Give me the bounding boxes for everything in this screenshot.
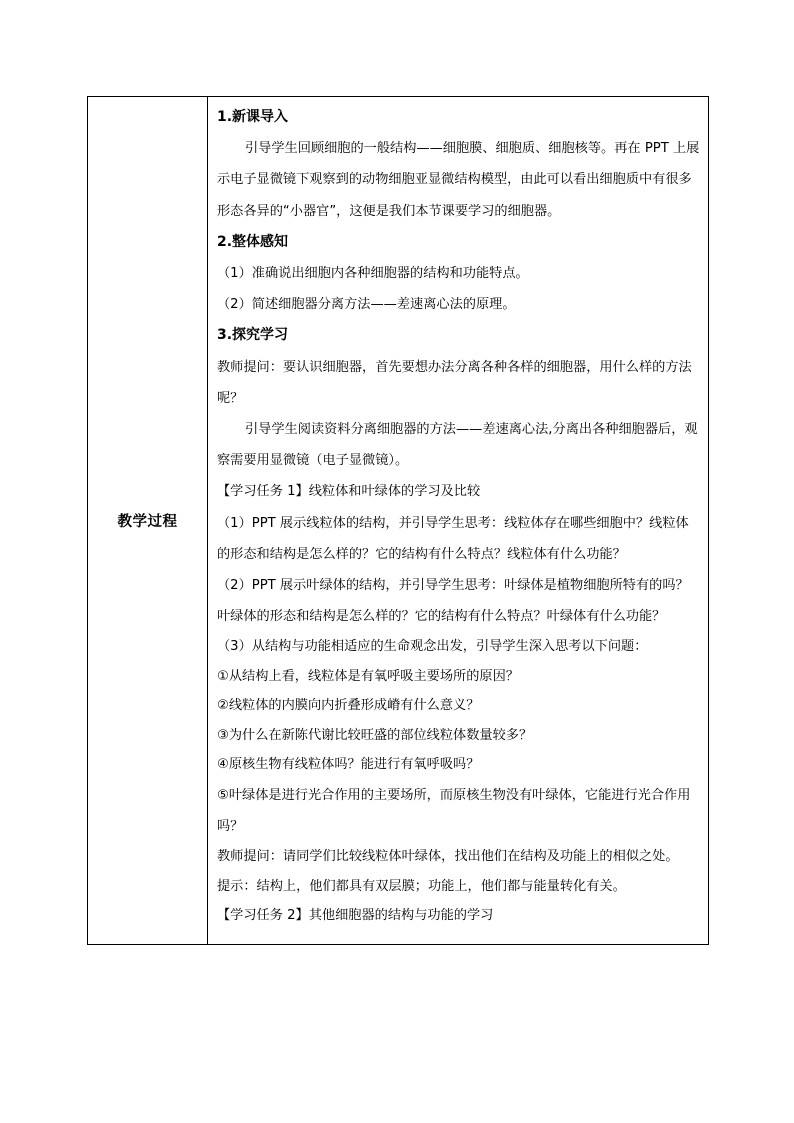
section-label: 教学过程 (117, 514, 178, 530)
lesson-plan-table (87, 96, 709, 945)
teacher-question-2: 教师提问：请同学们比较线粒体叶绿体，找出他们在结构及功能上的相似之处。 (217, 849, 679, 865)
task-1-title: 【学习任务 1】线粒体和叶绿体的学习及比较 (217, 484, 481, 500)
question-2: ②线粒体的内膜向内折叠形成嵴有什么意义？ (217, 698, 480, 714)
task-1-item-3: （3）从结构与功能相适应的生命观念出发，引导学生深入思考以下问题： (217, 639, 648, 655)
question-1: ①从结构上看，线粒体是有氧呼吸主要场所的原因？ (217, 668, 519, 684)
task-1-item-1: （1）PPT 展示线粒体的结构，并引导学生思考：线粒体存在哪些细胞中？线粒体的形态和结构是怎么样的？它的结构有什么特点？线粒体有什么功能？ (217, 515, 689, 562)
content-cell (208, 97, 709, 945)
teacher-question-1: 教师提问：要认识细胞器，首先要想办法分离各种各样的细胞器，用什么样的方法呢？ (217, 359, 692, 406)
table-row (88, 97, 709, 945)
question-3: ③为什么在新陈代谢比较旺盛的部位线粒体数量较多？ (217, 727, 533, 743)
heading-new-lesson: 1.新课导入 (217, 109, 289, 125)
question-4: ④原核生物有线粒体吗？能进行有氧呼吸吗？ (217, 757, 480, 773)
section-label-cell (88, 97, 208, 945)
overview-item-2: （2）简述细胞器分离方法——差速离心法的原理。 (217, 297, 516, 313)
hint-paragraph: 提示：结构上，他们都具有双层膜；功能上，他们都与能量转化有关。 (217, 878, 626, 894)
overview-item-1: （1）准确说出细胞内各种细胞器的结构和功能特点。 (217, 266, 529, 282)
guide-paragraph: 引导学生阅读资料分离细胞器的方法——差速离心法,分离出各种细胞器后，观察需要用显微镜（电子显微镜）。 (217, 422, 698, 469)
heading-overview: 2.整体感知 (217, 233, 289, 250)
intro-paragraph: 引导学生回顾细胞的一般结构——细胞膜、细胞质、细胞核等。再在 PPT 上展示电子显微镜下观察到的动物细胞亚显微结构模型，由此可以看出细胞质中有很多形态各异的“小器官”，这便是我们本节课要学习的细胞器。 (217, 141, 700, 219)
task-2-title: 【学习任务 2】其他细胞器的结构与功能的学习 (217, 908, 494, 924)
task-1-item-2: （2）PPT 展示叶绿体的结构，并引导学生思考：叶绿体是植物细胞所特有的吗？叶绿体的形态和结构是怎么样的？它的结构有什么特点？叶绿体有什么功能？ (217, 578, 689, 625)
question-5: ⑤叶绿体是进行光合作用的主要场所，而原核生物没有叶绿体，它能进行光合作用吗？ (217, 787, 691, 835)
heading-explore: 3.探究学习 (217, 327, 289, 344)
content-body (208, 97, 708, 931)
